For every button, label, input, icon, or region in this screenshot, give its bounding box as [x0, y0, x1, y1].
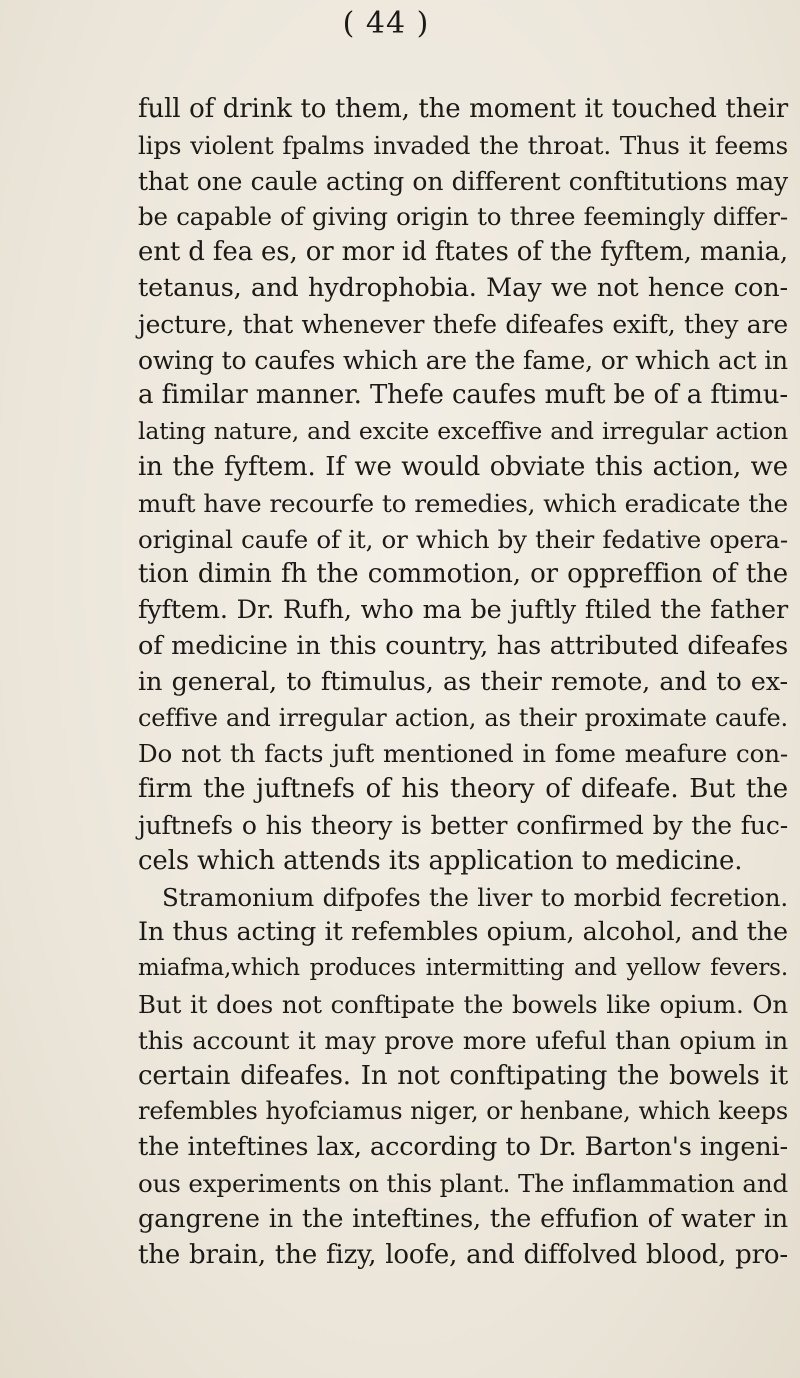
text-line: cels which attends its application to medicine. [138, 845, 743, 876]
text-line: refembles hyofciamus niger, or henbane, which keeps [138, 1097, 788, 1126]
text-line: Do not th facts juft mentioned in fome meafure con- [138, 739, 788, 769]
text-line: In thus acting it refembles opium, alcohol, and the [138, 917, 788, 948]
text-line: miafma,which produces intermitting and yellow fevers. [138, 955, 788, 982]
text-line: of medicine in this country, has attributed difeafes [138, 630, 788, 661]
text-line: tetanus, and hydrophobia. May we not hence con- [138, 272, 788, 303]
text-line: a fimilar manner. Thefe caufes muft be of a ftimu- [138, 380, 788, 411]
text-line: tion dimin fh the commotion, or oppreffion of the [138, 559, 788, 590]
text-line: certain difeafes. In not conftipating the bowels it [138, 1060, 788, 1091]
text-line: firm the juftnefs of his theory of difeafe. But the [138, 774, 788, 805]
text-line: Stramonium difpofes the liver to morbid fecretion. [162, 882, 788, 912]
page-number: ( 44 ) [342, 6, 430, 41]
body-text [138, 92, 788, 1273]
text-line: jecture, that whenever thefe difeafes exift, they are [138, 309, 788, 339]
text-line: be capable of giving origin to three feemingly differ- [138, 202, 788, 232]
text-line: original caufe of it, or which by their fedative opera- [138, 524, 788, 554]
text-line: the brain, the fizy, loofe, and diffolved blood, pro- [138, 1239, 788, 1270]
text-line: fyftem. Dr. Rufh, who ma be juftly ftiled the father [138, 595, 788, 626]
text-line: juftnefs o his theory is better confirmed by the fuc- [138, 810, 788, 840]
text-line: owing to caufes which are the fame, or which act in [138, 345, 788, 375]
text-line: full of drink to them, the moment it touched their [138, 94, 788, 124]
text-line: ceffive and irregular action, as their proximate caufe. [138, 703, 788, 732]
text-line: lating nature, and excite exceffive and irregular action [138, 417, 788, 446]
text-line: in general, to ftimulus, as their remote, and to ex- [138, 666, 788, 697]
text-line: this account it may prove more ufeful than opium in [138, 1025, 788, 1055]
text-line: ent d fea es, or mor id ftates of the fyftem, mania, [138, 237, 788, 268]
text-line: ous experiments on this plant. The inflammation and [138, 1168, 788, 1198]
text-line: lips violent fpalms invaded the throat. Thus it feems [138, 130, 788, 160]
text-line: in the fyftem. If we would obviate this action, we [138, 451, 788, 482]
text-line: the inteftines lax, according to Dr. Barton's ingeni- [138, 1132, 788, 1163]
text-line: gangrene in the inteftines, the effufion of water in [138, 1203, 788, 1234]
text-line: But it does not conftipate the bowels like opium. On [138, 989, 788, 1019]
text-line: muft have recourfe to remedies, which eradicate the [138, 488, 788, 518]
text-line: that one caule acting on different conftitutions may [138, 166, 788, 196]
